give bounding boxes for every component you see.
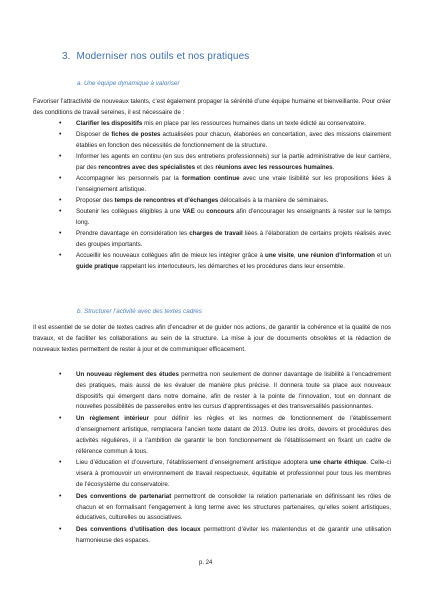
- bullet-item: • Lieu d’éducation et d’ouverture, l’établissement d’enseignement artistique adoptera une charte éthique. Celle-ci visera à promouvoir un environnement de travail respectueux, équitable et professionnel pour tous les membres de l’écosystème du conservatoire.: [76, 458, 391, 490]
- bullet-item: • Disposer de fiches de postes actualisées pour chacun, élaborées en concertation, avec des missions clairement établies en fonction des nécessités de fonctionnement de la structure.: [76, 130, 391, 152]
- bold-text: rencontres avec des spécialistes: [98, 163, 196, 171]
- subsection-a-intro: Favoriser l’attractivité de nouveaux talents, c’est également propager la sérénité d’une équipe humaine et bienveillante. Pour créer des conditions de travail sereines, il est nécessaire de :: [33, 98, 391, 116]
- bullet-item: • Accompagner les personnels par la formation continue avec une vraie lisibilité sur les propositions liées à l’enseignement artistique.: [76, 174, 391, 196]
- bold-text: réunions avec les ressources humaines: [215, 163, 333, 171]
- bold-text: charges de travail: [189, 230, 243, 238]
- bold-text: VAE: [182, 208, 195, 216]
- page-number: p. 24: [199, 560, 213, 566]
- section-number: 3.: [62, 51, 71, 62]
- bullet-item: • Un nouveau règlement des études permettra non seulement de donner davantage de lisibilité à l’encadrement des pratiques, mais aussi de les évaluer de manière plus précise. Il donnera toute sa place aux nouveaux dispositifs qui émergent dans notre domaine, afin de rester à la pointe de l’innovation, tout en donnant de nouvelles possibilités de passerelles entre les cursus d’apprentissages et des transversalités passionnantes.: [76, 370, 391, 413]
- bold-text: une réunion d’information: [297, 252, 375, 260]
- subsection-b-bullet-list: [76, 370, 391, 548]
- bold-text: Un nouveau règlement des études: [76, 371, 179, 378]
- bold-text: guide pratique: [76, 263, 119, 271]
- bullet-item: • Des conventions d’utilisation des locaux permettront d’éviter les malentendus et de garantir une utilisation harmonieuse des espaces.: [76, 525, 391, 547]
- bold-text: concours: [206, 208, 235, 216]
- bullet-item: • Proposer des temps de rencontres et d’échanges délocalisés à la manière de séminaires.: [76, 196, 391, 207]
- section-heading: [62, 51, 249, 62]
- subsection-b-heading: b. Structurer l’activité avec des textes cadres: [77, 308, 202, 315]
- bullet-item: • Des conventions de partenariat permettront de consolider la relation partenariale en définissant les rôles de chacun et en formalisant l’engagement à long terme avec les structures partenaires, qu’elles soient artistiques, éducatives, culturelles ou associatives.: [76, 492, 391, 524]
- bold-text: une charte éthique: [310, 459, 367, 467]
- bold-text: temps de rencontres et d’échanges: [114, 197, 219, 205]
- bold-text: Des conventions d’utilisation des locaux: [76, 526, 201, 534]
- bullet-item: • Accueillir les nouveaux collègues afin de mieux les intégrer grâce à une visite, une réunion d’information et un guide pratique rappelant les interlocuteurs, les démarches et les procédures dans leur ensemble.: [76, 251, 391, 273]
- subsection-a-heading: a. Une équipe dynamique à valoriser: [77, 80, 180, 87]
- bold-text: une visite: [265, 252, 294, 260]
- bullet-item: • Prendre davantage en considération les charges de travail liées à l’élaboration de certains projets réalisés avec des groupes importants.: [76, 229, 391, 251]
- subsection-a-bullet-list: [76, 119, 391, 273]
- bullet-item: • Un règlement intérieur pour définir les règles et les normes de fonctionnement de l’établissement d’enseignement artistique, remplacera l’ancien texte datant de 2013. Outre les droits, devoirs et procédures des activités régulières, il a l’ambition de garantir le bon fonctionnement de l’établissement en fixant un cadre de référence commun à tous.: [76, 414, 391, 457]
- bullet-item: • Informer les agents en continu (en sus des entretiens professionnels) sur la partie administrative de leur carrière, par des rencontres avec des spécialistes et des réunions avec les ressources humaines.: [76, 152, 391, 174]
- bullet-item: • Clarifier les dispositifs mis en place par les ressources humaines dans un texte édicté au conservatoire.: [76, 119, 391, 130]
- bold-text: fiches de postes: [111, 131, 161, 139]
- section-title: Moderniser nos outils et nos pratiques: [76, 51, 250, 62]
- bold-text: Des conventions de partenariat: [76, 492, 172, 500]
- bold-text: Clarifier les dispositifs: [76, 120, 143, 127]
- bullet-item: • Soutenir les collègues éligibles à une VAE ou concours afin d’encourager les enseignants à rester sur le temps long.: [76, 207, 391, 229]
- subsection-b-intro: Il est essentiel de se doter de textes cadres afin d’encadrer et de guider nos actions, de garantir la cohérence et la qualité de nos travaux, et de faciliter les collaborations au sein de la structure. La mise à jour de documents obsolètes et la rédaction de nouveaux textes permettent de rester à jour et de communiquer efficacement.: [33, 324, 391, 353]
- bold-text: Un règlement intérieur: [76, 415, 149, 423]
- bold-text: formation continue: [182, 175, 240, 183]
